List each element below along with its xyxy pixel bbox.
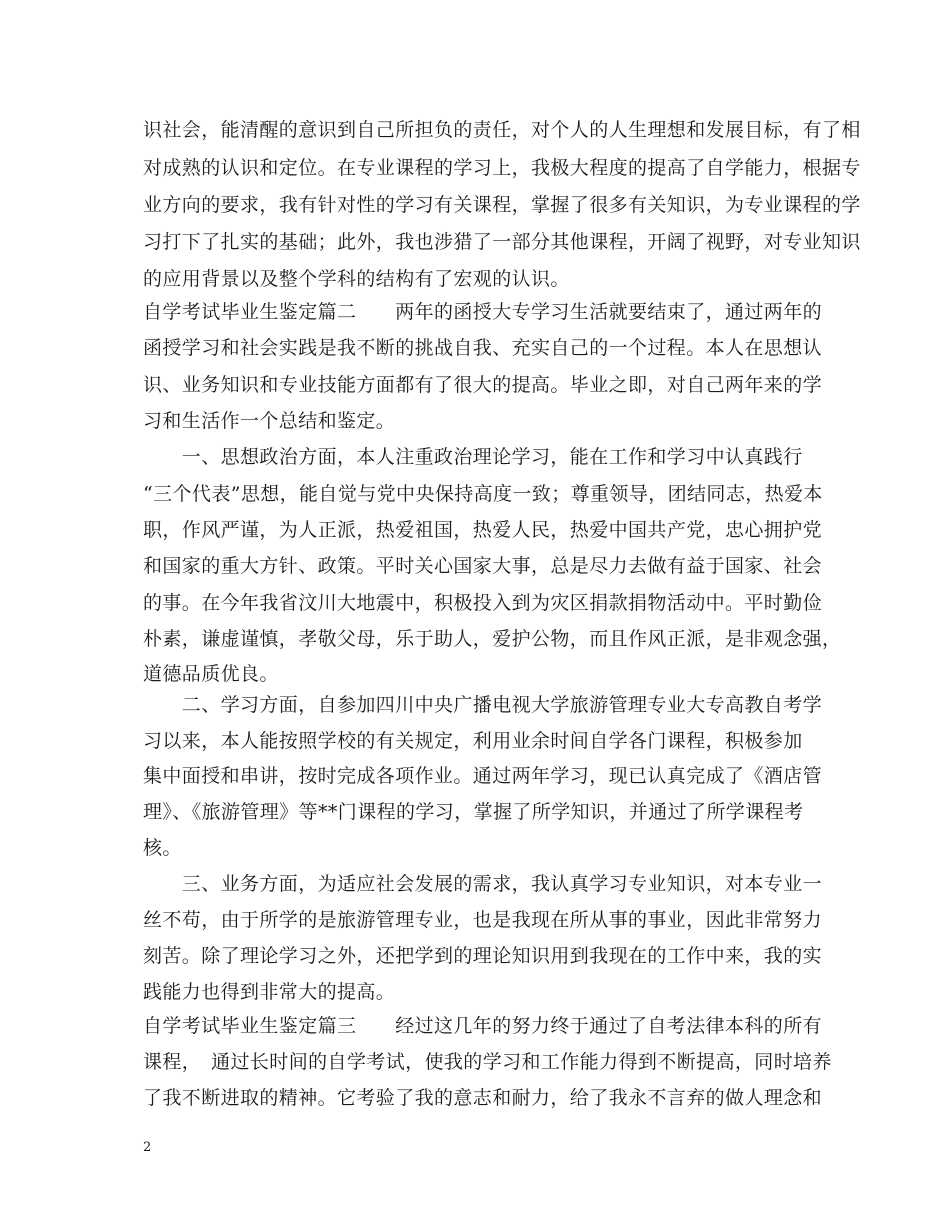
body-text-line: “三个代表”思想，能自觉与党中央保持高度一致；尊重领导，团结同志，热爱本 [143, 483, 823, 505]
body-text-line: 刻苦。除了理论学习之外，还把学到的理论知识用到我现在的工作中来，我的实 [143, 945, 823, 967]
body-text-line: 业方向的要求，我有针对性的学习有关课程，掌握了很多有关知识，为专业课程的学 [143, 194, 861, 216]
body-text-line: 习以来，本人能按照学校的有关规定，利用业余时间自学各门课程，积极参加 [143, 730, 803, 752]
body-text-line: 集中面授和串讲，按时完成各项作业。通过两年学习，现已认真完成了《酒店管 [143, 765, 823, 787]
paragraph-first-line: 二、学习方面，自参加四川中央广播电视大学旅游管理专业大专高教自考学 [143, 694, 823, 716]
body-text-line: 职，作风严谨，为人正派，热爱祖国，热爱人民，热爱中国共产党，忠心拥护党 [143, 519, 823, 541]
page-number: 2 [143, 1140, 152, 1155]
body-text-line: 对成熟的认识和定位。在专业课程的学习上，我极大程度的提高了自学能力，根据专 [143, 157, 861, 179]
body-text-line: 的应用背景以及整个学科的结构有了宏观的认识。 [143, 268, 570, 290]
paragraph-first-line: 三、业务方面，为适应社会发展的需求，我认真学习专业知识，对本专业一 [143, 873, 823, 895]
body-text-line: 识社会，能清醒的意识到自己所担负的责任，对个人的人生理想和发展目标，有了相 [143, 119, 861, 141]
body-text-line: 理》、《旅游管理》等**门课程的学习，掌握了所学知识，并通过了所学课程考 [143, 801, 804, 823]
body-text-line: 课程， 通过长时间的自学考试，使我的学习和工作能力得到不断提高，同时培养 [143, 1051, 832, 1073]
body-text-line: 丝不苟，由于所学的是旅游管理专业，也是我现在所从事的事业，因此非常努力 [143, 909, 823, 931]
body-text-line: 函授学习和社会实践是我不断的挑战自我、充实自己的一个过程。本人在思想认 [143, 337, 823, 359]
body-text-line: 践能力也得到非常大的提高。 [143, 981, 396, 1003]
body-text-line: 和国家的重大方针、政策。平时关心国家大事，总是尽力去做有益于国家、社会 [143, 555, 823, 577]
body-text-line: 朴素，谦虚谨慎，孝敬父母，乐于助人，爱护公物，而且作风正派，是非观念强， [143, 628, 842, 650]
section-heading-line: 自学考试毕业生鉴定篇二 两年的函授大专学习生活就要结束了，通过两年的 [143, 301, 823, 323]
body-text-line: 核。 [143, 837, 182, 859]
body-text-line: 习和生活作一个总结和鉴定。 [143, 410, 396, 432]
body-text-line: 的事。在今年我省汶川大地震中，积极投入到为灾区捐款捐物活动中。平时勤俭 [143, 592, 823, 614]
body-text-line: 习打下了扎实的基础；此外，我也涉猎了一部分其他课程，开阔了视野，对专业知识 [143, 231, 861, 253]
body-text-line: 识、业务知识和专业技能方面都有了很大的提高。毕业之即，对自己两年来的学 [143, 374, 823, 396]
body-text-line: 了我不断进取的精神。它考验了我的意志和耐力，给了我永不言弃的做人理念和 [143, 1087, 823, 1109]
section-heading-line: 自学考试毕业生鉴定篇三 经过这几年的努力终于通过了自考法律本科的所有 [143, 1015, 823, 1037]
body-text-line: 道德品质优良。 [143, 663, 279, 685]
paragraph-first-line: 一、思想政治方面，本人注重政治理论学习，能在工作和学习中认真践行 [143, 446, 803, 468]
